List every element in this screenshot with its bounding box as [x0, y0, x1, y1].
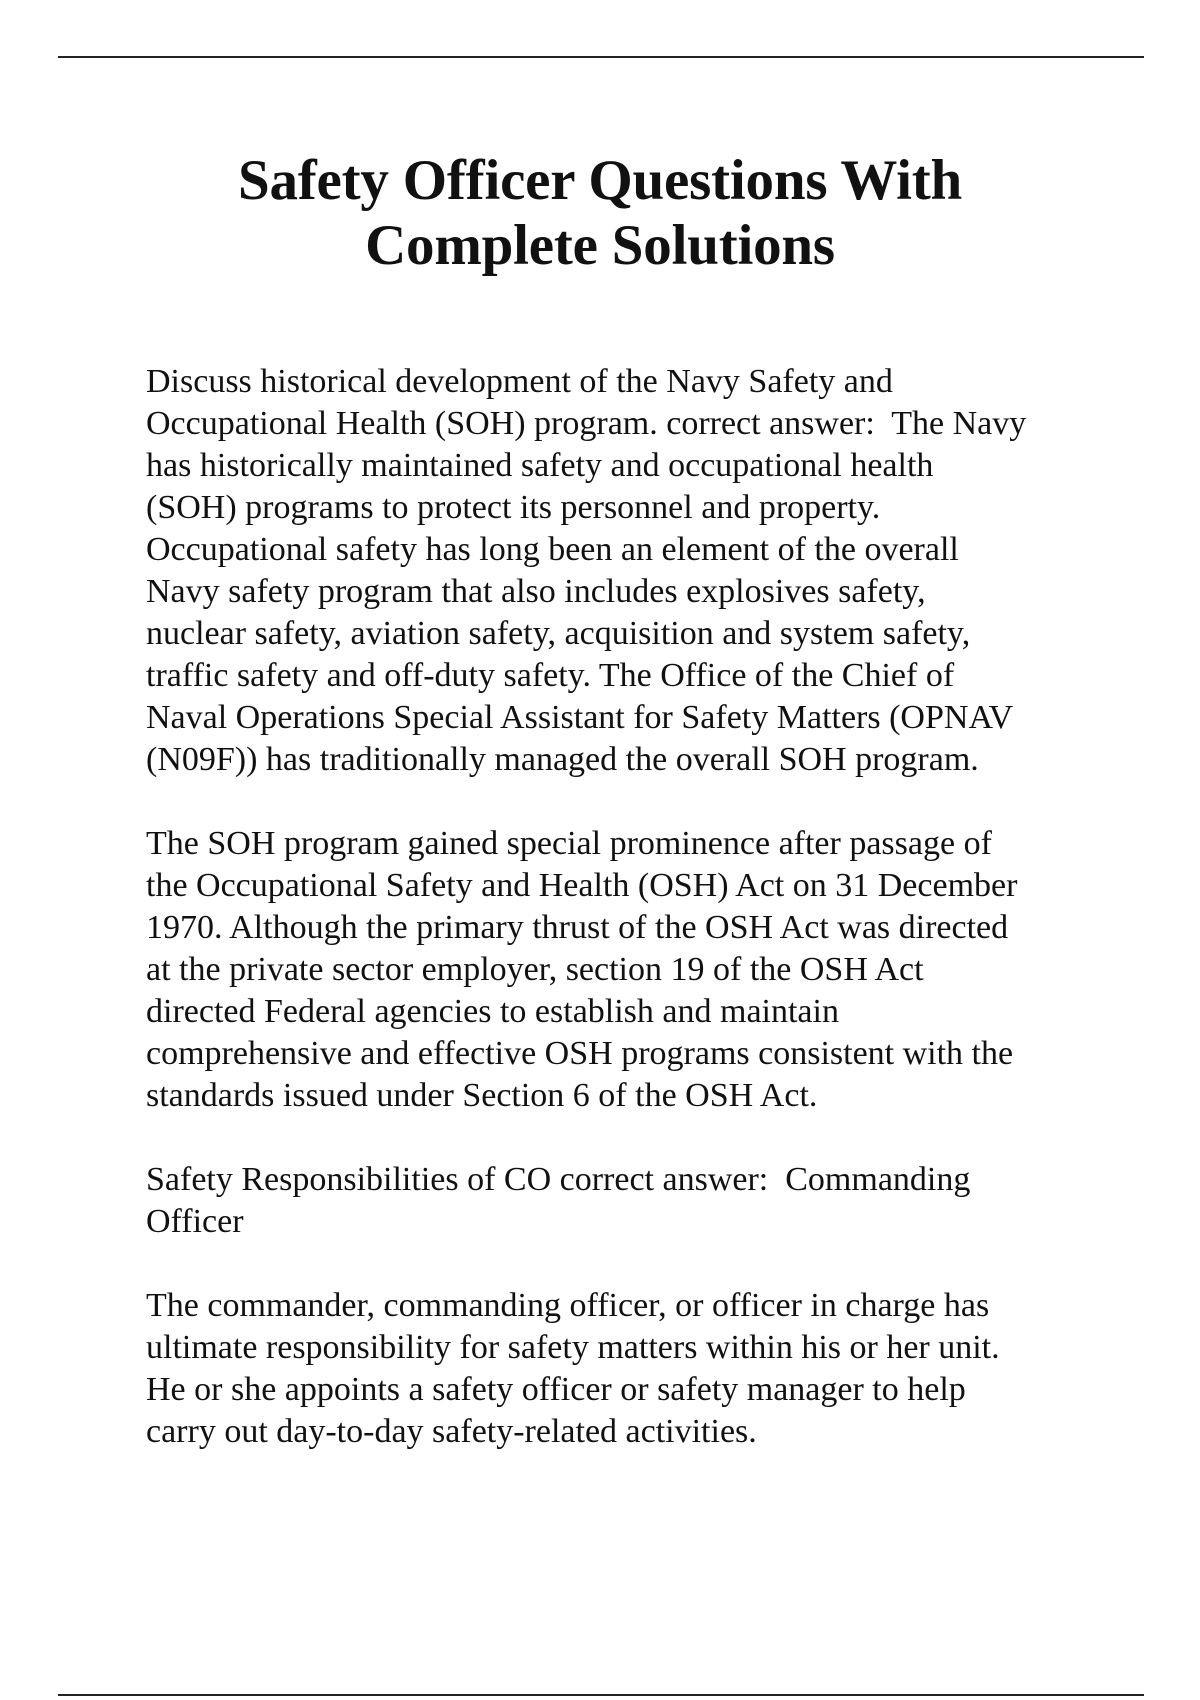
text-line: Discuss historical development of the Navy Safety and — [146, 363, 893, 400]
text-line: carry out day-to-day safety-related activities. — [146, 1413, 757, 1450]
text-line: (N09F)) has traditionally managed the overall SOH program. — [146, 741, 979, 778]
text-line: traffic safety and off-duty safety. The Office of the Chief of — [146, 657, 955, 694]
text-line: The SOH program gained special prominence after passage of — [146, 825, 992, 862]
paragraph-soh-history — [146, 361, 1106, 781]
text-line: He or she appoints a safety officer or safety manager to help — [146, 1371, 966, 1408]
title-line: Safety Officer Questions With — [237, 149, 963, 212]
text-line: Occupational safety has long been an element of the overall — [146, 531, 959, 568]
text-line: the Occupational Safety and Health (OSH) Act on 31 December — [146, 867, 1018, 904]
text-line: (SOH) programs to protect its personnel and property. — [146, 489, 881, 526]
text-line: Occupational Health (SOH) program. correct answer: The Navy — [146, 405, 1027, 442]
text-line: Officer — [146, 1203, 244, 1240]
paragraph-osh-act — [146, 823, 1106, 1117]
paragraph-co-answer — [146, 1285, 1106, 1453]
header-rule — [58, 56, 1144, 58]
document-body — [146, 361, 1106, 1495]
text-line: at the private sector employer, section 19 of the OSH Act — [146, 951, 924, 988]
text-line: directed Federal agencies to establish and maintain — [146, 993, 839, 1030]
text-line: has historically maintained safety and occupational health — [146, 447, 934, 484]
text-line: 1970. Although the primary thrust of the OSH Act was directed — [146, 909, 1009, 946]
text-line: Naval Operations Special Assistant for Safety Matters (OPNAV — [146, 699, 1014, 736]
text-line: ultimate responsibility for safety matters within his or her unit. — [146, 1329, 1000, 1366]
text-line: standards issued under Section 6 of the OSH Act. — [146, 1077, 818, 1114]
text-line: nuclear safety, aviation safety, acquisition and system safety, — [146, 615, 971, 652]
text-line: Navy safety program that also includes explosives safety, — [146, 573, 926, 610]
text-line: Safety Responsibilities of CO correct answer: Commanding — [146, 1161, 971, 1198]
footer-rule — [58, 1694, 1144, 1696]
document-title — [100, 148, 1100, 278]
paragraph-co-question — [146, 1159, 1106, 1243]
text-line: comprehensive and effective OSH programs consistent with the — [146, 1035, 1014, 1072]
text-line: The commander, commanding officer, or officer in charge has — [146, 1287, 990, 1324]
title-line: Complete Solutions — [365, 214, 835, 277]
